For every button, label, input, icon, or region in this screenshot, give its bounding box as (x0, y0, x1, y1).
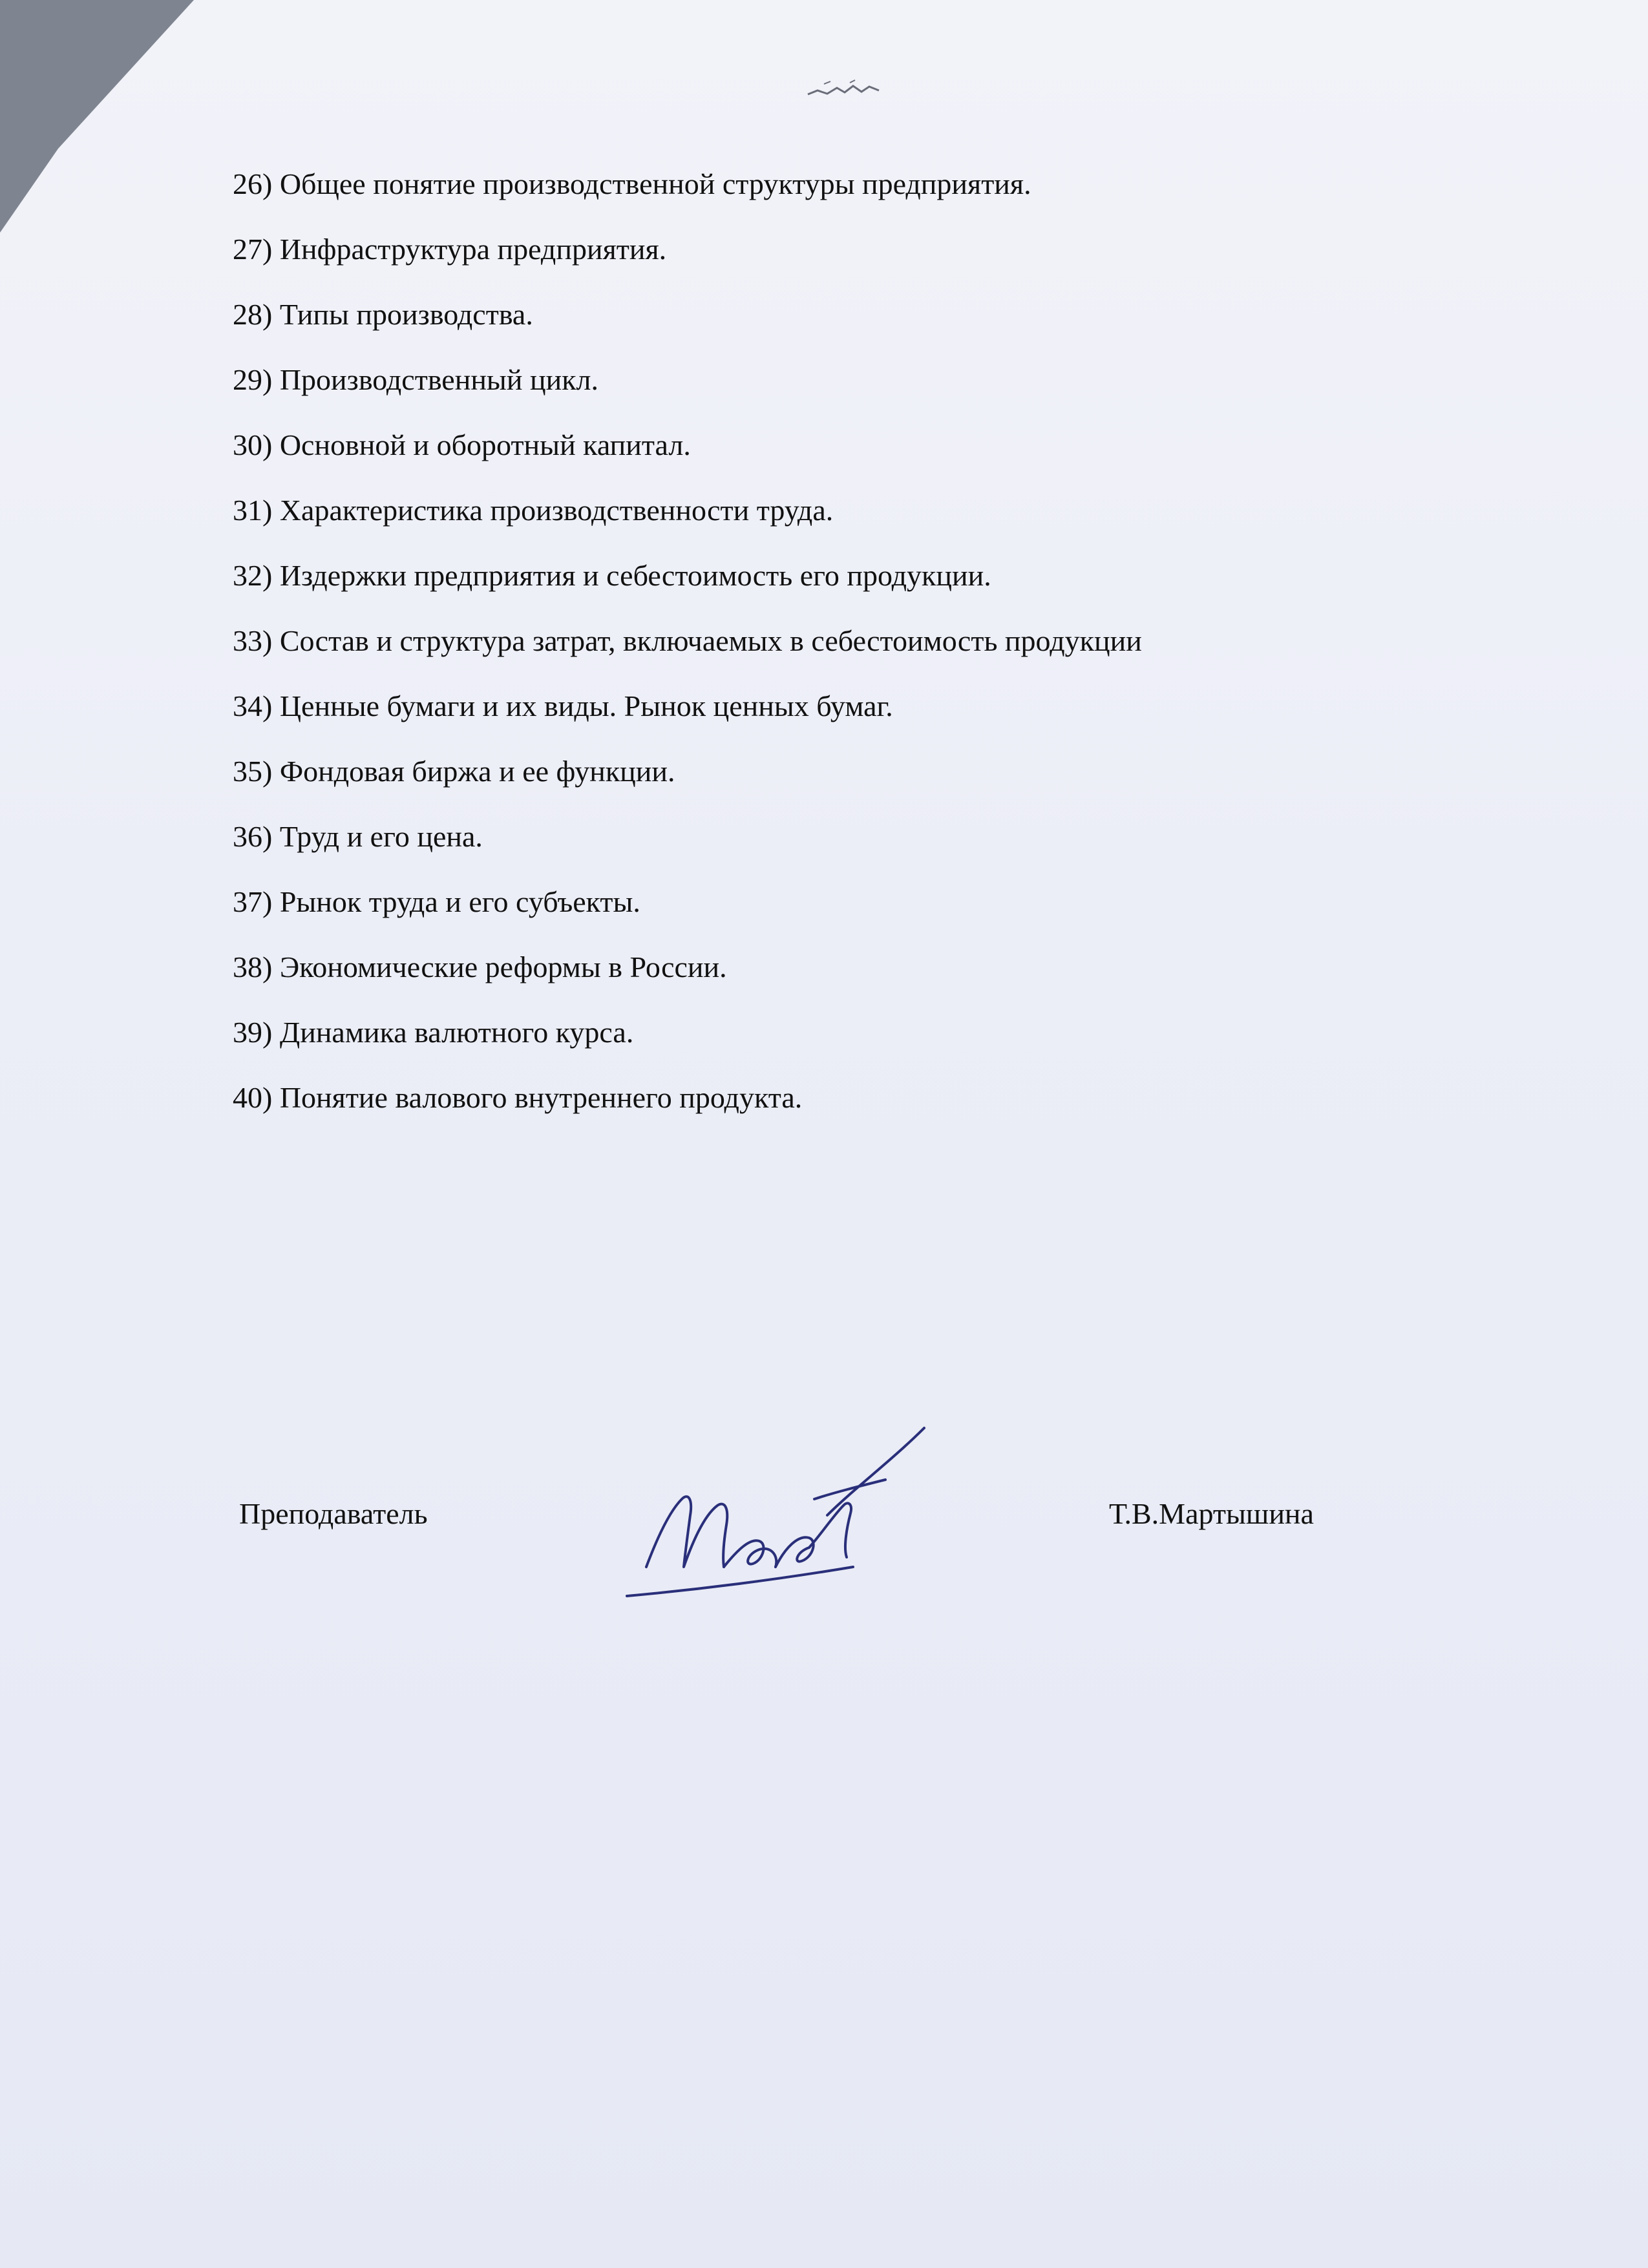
question-item-27: 27) Инфраструктура предприятия. (233, 233, 667, 266)
question-list (233, 169, 1142, 1148)
question-item-34: 34) Ценные бумаги и их виды. Рынок ценных бумаг. (233, 689, 893, 722)
scan-mark-icon (805, 76, 882, 102)
question-item-38: 38) Экономические реформы в России. (233, 950, 727, 983)
handwritten-signature-icon (620, 1402, 956, 1609)
question-item-28: 28) Типы производства. (233, 298, 533, 331)
teacher-role-label: Преподаватель (239, 1497, 428, 1530)
question-item-31: 31) Характеристика производственности труда. (233, 494, 834, 527)
question-item-32: 32) Издержки предприятия и себестоимость его продукции. (233, 559, 991, 592)
question-item-40: 40) Понятие валового внутреннего продукта. (233, 1081, 803, 1114)
question-item-37: 37) Рынок труда и его субъекты. (233, 885, 640, 918)
question-item-39: 39) Динамика валютного курса. (233, 1016, 634, 1049)
question-item-36: 36) Труд и его цена. (233, 820, 483, 853)
question-item-30: 30) Основной и оборотный капитал. (233, 428, 691, 461)
teacher-name: Т.В.Мартышина (1109, 1497, 1314, 1530)
question-item-26: 26) Общее понятие производственной структуры предприятия. (233, 167, 1031, 200)
question-item-33: 33) Состав и структура затрат, включаемых в себестоимость продукции (233, 624, 1142, 657)
question-item-29: 29) Производственный цикл. (233, 363, 598, 396)
question-item-35: 35) Фондовая биржа и ее функции. (233, 755, 675, 788)
